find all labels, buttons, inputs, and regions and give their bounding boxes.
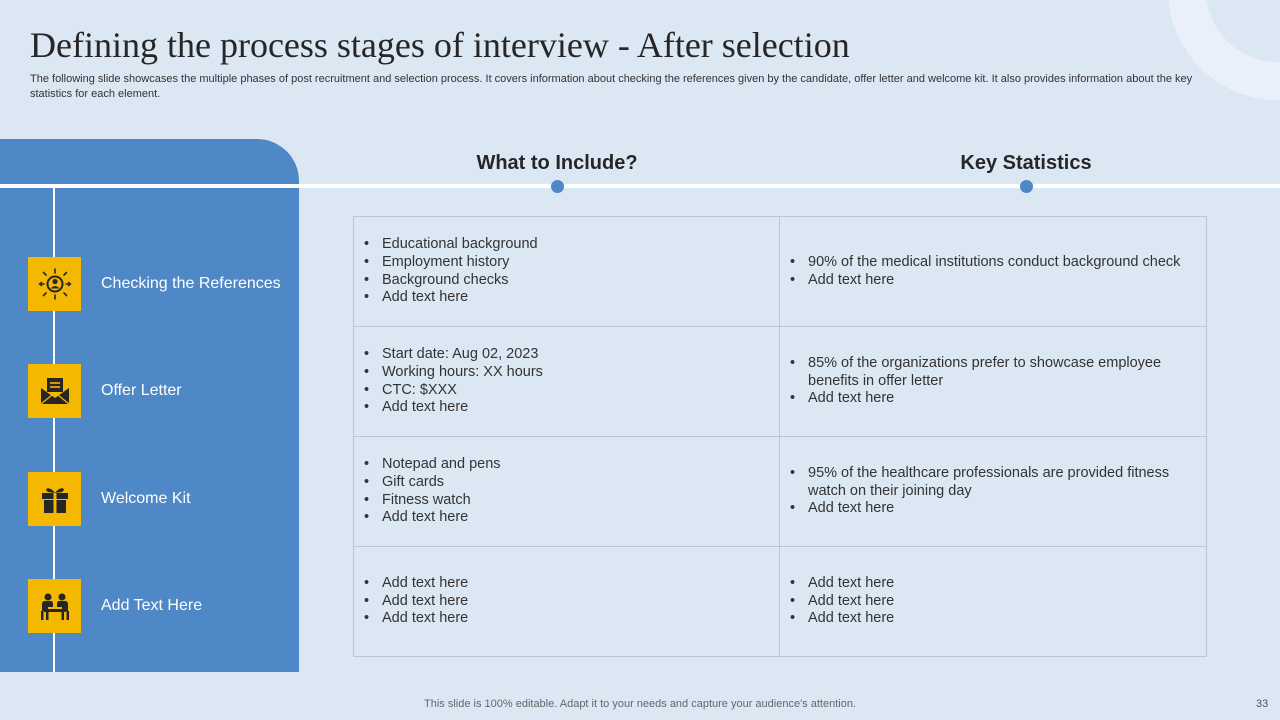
statistics-cell	[780, 547, 1207, 657]
table-row	[354, 217, 1207, 327]
list-item: • Add text here	[808, 575, 1194, 593]
bullet-list	[788, 355, 1194, 408]
list-item: • Add text here	[808, 390, 1194, 408]
bullet-list	[362, 346, 767, 416]
bullet-list	[362, 236, 767, 306]
list-item: • Add text here	[808, 500, 1194, 518]
bullet-list	[362, 456, 767, 526]
list-item: • Fitness watch	[382, 492, 767, 510]
list-item: • Working hours: XX hours	[382, 364, 767, 382]
process-table	[353, 216, 1207, 657]
list-item: • Add text here	[808, 272, 1194, 290]
table-row	[354, 547, 1207, 657]
bullet-list	[788, 254, 1194, 289]
reference-check-icon	[28, 257, 81, 311]
list-item: • Notepad and pens	[382, 456, 767, 474]
list-item: • 95% of the healthcare professionals are provided fitness watch on their joining day	[808, 465, 1194, 500]
slide-subtitle: The following slide showcases the multiple phases of post recruitment and selection process. It covers information about checking the references given by the candidate, offer letter and welcome kit. It also provides information about the key statistics for each element.	[30, 73, 1193, 100]
list-item: • Add text here	[382, 610, 767, 628]
stage-item	[28, 364, 182, 418]
list-item: • 90% of the medical institutions conduct background check	[808, 254, 1194, 272]
bullet-list	[362, 575, 767, 628]
list-item: • Background checks	[382, 272, 767, 290]
statistics-cell	[780, 437, 1207, 547]
stage-label: Add Text Here	[101, 597, 203, 614]
list-item: • Add text here	[382, 289, 767, 307]
stage-item	[28, 579, 202, 633]
list-item: • Educational background	[382, 236, 767, 254]
include-cell	[354, 547, 780, 657]
list-item: • Add text here	[808, 593, 1194, 611]
stage-label: Offer Letter	[101, 382, 182, 399]
slide-footer: This slide is 100% editable. Adapt it to your needs and capture your audience's attention.	[424, 698, 856, 710]
column-marker-dot	[551, 180, 564, 193]
list-item: • Add text here	[382, 575, 767, 593]
stage-item	[28, 257, 281, 311]
page-number: 33	[1256, 698, 1269, 710]
list-item: • Add text here	[382, 509, 767, 527]
stages-panel	[0, 188, 299, 672]
slide-title: Defining the process stages of interview - After selection	[30, 25, 850, 65]
list-item: • Add text here	[808, 610, 1194, 628]
include-cell	[354, 217, 780, 327]
list-item: • Add text here	[382, 399, 767, 417]
table-row	[354, 437, 1207, 547]
stage-item	[28, 472, 191, 526]
stage-label: Checking the References	[101, 275, 281, 292]
list-item: • Start date: Aug 02, 2023	[382, 346, 767, 364]
envelope-icon	[28, 364, 81, 418]
list-item: • Add text here	[382, 593, 767, 611]
table-row	[354, 327, 1207, 437]
column-marker-dot	[1020, 180, 1033, 193]
list-item: • Employment history	[382, 254, 767, 272]
gift-icon	[28, 472, 81, 526]
list-item: • CTC: $XXX	[382, 382, 767, 400]
stages-panel-header	[0, 139, 299, 184]
include-cell	[354, 437, 780, 547]
bullet-list	[788, 575, 1194, 628]
list-item: • 85% of the organizations prefer to showcase employee benefits in offer letter	[808, 355, 1194, 390]
list-item: • Gift cards	[382, 474, 767, 492]
bullet-list	[788, 465, 1194, 518]
statistics-cell	[780, 217, 1207, 327]
statistics-cell	[780, 327, 1207, 437]
meeting-icon	[28, 579, 81, 633]
column-header-include: What to Include?	[476, 152, 638, 174]
column-header-statistics: Key Statistics	[960, 152, 1092, 174]
include-cell	[354, 327, 780, 437]
stage-label: Welcome Kit	[101, 490, 191, 507]
